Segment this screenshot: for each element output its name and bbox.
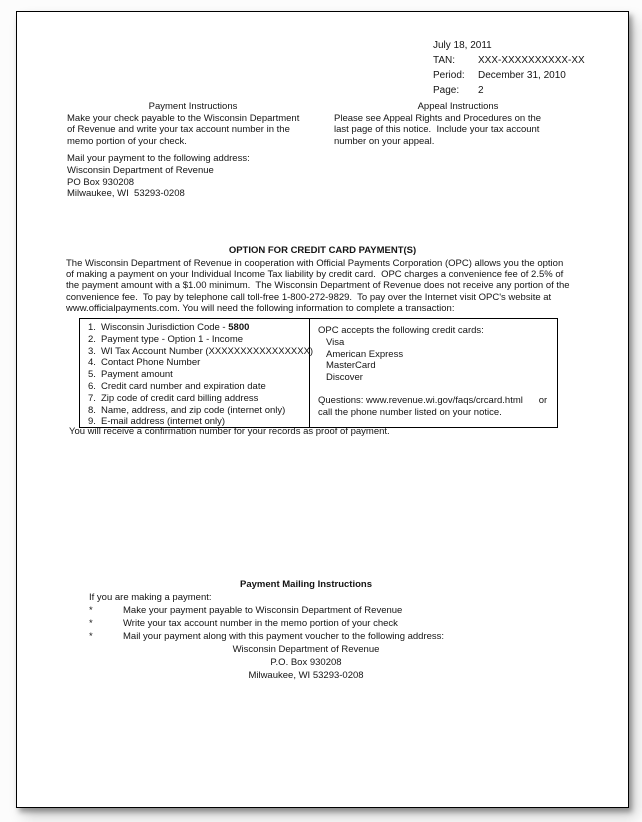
mailing-address-line: Milwaukee, WI 53293-0208 <box>67 188 185 200</box>
card-name: Discover <box>326 372 363 384</box>
card-name: Visa <box>326 336 345 348</box>
item-number: 1. <box>88 322 96 333</box>
item-number: 3. <box>88 345 96 357</box>
card-name: American Express <box>326 348 404 360</box>
page-number: 2 <box>478 85 484 96</box>
page-label: Page: <box>433 85 460 96</box>
card-name: MasterCard <box>326 360 376 372</box>
appeal-instructions-body-line: number on your appeal. <box>334 135 435 147</box>
voucher-address-line: Wisconsin Department of Revenue <box>232 644 380 655</box>
mail-intro-line: Mail your payment to the following address: <box>67 153 250 165</box>
period-row <box>433 68 585 83</box>
bullet-text: Mail your payment along with this payment voucher to the following address: <box>123 631 445 642</box>
required-info-item <box>88 393 309 405</box>
payment-instructions-body-line: of Revenue and write your tax account number in the <box>67 124 290 136</box>
payment-mailing-title: Payment Mailing Instructions <box>240 579 372 590</box>
item-number: 5. <box>88 369 96 381</box>
payment-instructions-body-line: Make your check payable to the Wisconsin Department <box>67 112 300 124</box>
item-number: 8. <box>88 404 96 416</box>
appeal-instructions-body-line: Please see Appeal Rights and Procedures on the <box>334 112 542 124</box>
payment-instructions-section <box>67 101 319 200</box>
confirmation-note: You will receive a confirmation number for your records as proof of payment. <box>69 426 390 437</box>
mailing-address-line: PO Box 930208 <box>67 176 135 188</box>
bullet-asterisk: * <box>89 605 93 616</box>
bullet-text: Make your payment payable to Wisconsin Department of Revenue <box>123 605 403 616</box>
required-info-item <box>88 405 309 417</box>
credit-card-intro <box>66 258 570 314</box>
appeal-instructions-section <box>334 101 582 147</box>
mailing-address-line: Wisconsin Department of Revenue <box>67 164 214 176</box>
opc-accepts-heading: OPC accepts the following credit cards: <box>318 325 484 336</box>
required-info-item <box>88 334 309 346</box>
required-info-item <box>88 381 309 393</box>
mailing-bullet <box>41 617 571 630</box>
item-text: Payment type - Option 1 - Income <box>101 333 244 345</box>
questions-line: Questions: www.revenue.wi.gov/faqs/crcard.html or <box>318 394 548 406</box>
payment-mailing-section <box>41 578 571 682</box>
credit-card-section-title: OPTION FOR CREDIT CARD PAYMENT(S) <box>228 245 417 256</box>
bullet-asterisk: * <box>89 618 93 629</box>
mailing-bullet <box>41 630 571 643</box>
required-info-item <box>88 345 314 358</box>
bullet-text: Write your tax account number in the memo portion of your check <box>123 618 398 629</box>
bullet-asterisk: * <box>89 631 93 642</box>
period-label: Period: <box>433 70 465 81</box>
required-info-list <box>80 319 314 428</box>
required-info-item <box>88 357 309 369</box>
required-info-item <box>88 322 309 334</box>
credit-card-intro-line: convenience fee. To pay by telephone call toll-free 1-800-272-9829. To pay over the Internet visit OPC's website at <box>66 291 552 303</box>
credit-card-intro-line: www.officialpayments.com. You will need the following information to complete a transaction: <box>66 302 455 314</box>
mailing-intro: If you are making a payment: <box>89 592 212 603</box>
notice-header <box>433 38 585 98</box>
credit-card-intro-line: The Wisconsin Department of Revenue in cooperation with Official Payments Corporation (OPC) allows you the option <box>66 258 564 269</box>
item-text: Contact Phone Number <box>101 357 201 369</box>
jurisdiction-code: 5800 <box>228 322 250 333</box>
document-page <box>16 11 629 808</box>
item-text: WI Tax Account Number (XXXXXXXXXXXXXXXX) <box>101 345 314 357</box>
item-text: Payment amount <box>101 369 173 381</box>
period-value: December 31, 2010 <box>478 70 566 81</box>
payment-instructions-title: Payment Instructions <box>148 101 238 112</box>
item-text: E-mail address (internet only) <box>101 416 226 428</box>
questions-block <box>318 395 549 419</box>
item-number: 7. <box>88 392 96 404</box>
required-info-item <box>88 369 309 381</box>
appeal-instructions-title: Appeal Instructions <box>417 101 499 112</box>
item-number: 4. <box>88 357 96 369</box>
item-number: 6. <box>88 380 96 392</box>
page-row <box>433 83 585 98</box>
item-number: 9. <box>88 416 96 428</box>
questions-line: call the phone number listed on your notice. <box>318 406 502 418</box>
opc-cards-cell <box>310 319 557 427</box>
payment-instructions-body-line: memo portion of your check. <box>67 135 187 147</box>
credit-card-info-table <box>79 318 558 428</box>
tan-label: TAN: <box>433 55 456 66</box>
credit-card-intro-line: of making a payment on your Individual Income Tax liability by credit card. OPC charges a convenience fee of 2.5% of <box>66 269 564 281</box>
voucher-address-line: Milwaukee, WI 53293-0208 <box>248 670 364 681</box>
item-text: Name, address, and zip code (internet only) <box>101 404 286 416</box>
item-text: Wisconsin Jurisdiction Code - <box>101 322 229 333</box>
voucher-address-line: P.O. Box 930208 <box>270 657 342 668</box>
tan-row <box>433 53 585 68</box>
accepted-cards-list <box>318 337 549 384</box>
item-text: Zip code of credit card billing address <box>101 392 259 404</box>
item-number: 2. <box>88 333 96 345</box>
appeal-instructions-body-line: last page of this notice. Include your tax account <box>334 124 540 136</box>
credit-card-intro-line: the payment amount with a $1.00 minimum. The Wisconsin Department of Revenue does not receive any portion of the <box>66 280 570 292</box>
mailing-bullet <box>41 604 571 617</box>
tan-value: XXX-XXXXXXXXXX-XX <box>478 55 585 66</box>
item-text: Credit card number and expiration date <box>101 380 266 392</box>
notice-date: July 18, 2011 <box>433 40 492 51</box>
